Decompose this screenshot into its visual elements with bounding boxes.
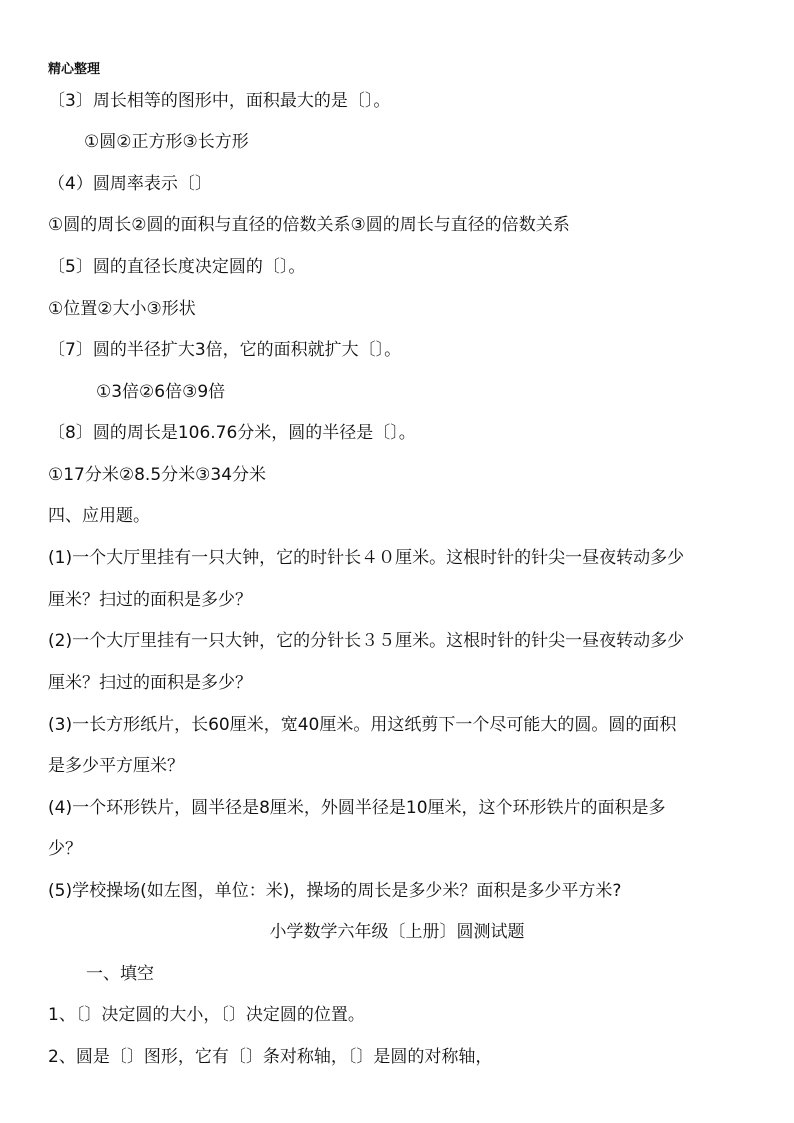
problem-4-line-2: 少？ <box>48 839 82 859</box>
fill-in-heading: 一、填空 <box>86 964 154 984</box>
problem-3-line-1: (3)一长方形纸片，长60厘米，宽40厘米。用这纸剪下一个尽可能大的圆。圆的面积 <box>48 715 677 735</box>
problem-1-line-2: 厘米？扫过的面积是多少？ <box>48 590 252 610</box>
problem-3-line-2: 是多少平方厘米？ <box>48 756 184 776</box>
question-3: 〔3〕周长相等的图形中，面积最大的是〔〕。 <box>48 91 391 111</box>
question-7-options: ①3倍②6倍③9倍 <box>96 382 226 402</box>
question-4: （4）圆周率表示〔〕 <box>48 174 212 194</box>
question-7: 〔7〕圆的半径扩大3倍，它的面积就扩大〔〕。 <box>48 340 402 360</box>
problem-4-line-1: (4)一个环形铁片，圆半径是8厘米，外圆半径是10厘米，这个环形铁片的面积是多 <box>48 798 666 818</box>
section-4-heading: 四、应用题。 <box>48 506 150 526</box>
problem-1-line-1: (1)一个大厅里挂有一只大钟，它的时针长４０厘米。这根时针的针尖一昼夜转动多少 <box>48 548 685 568</box>
question-8-options: ①17分米②8.5分米③34分米 <box>48 465 267 485</box>
problem-2-line-2: 厘米？扫过的面积是多少？ <box>48 673 252 693</box>
test-title: 小学数学六年级〔上册〕圆测试题 <box>269 922 525 942</box>
fill-in-1: 1、〔〕决定圆的大小，〔〕决定圆的位置。 <box>48 1005 365 1025</box>
question-3-options: ①圆②正方形③长方形 <box>84 132 249 152</box>
question-8: 〔8〕圆的周长是106.76分米，圆的半径是〔〕。 <box>48 423 416 443</box>
question-5-options: ①位置②大小③形状 <box>48 299 196 319</box>
page-header: 精心整理 <box>48 62 101 77</box>
problem-2-line-1: (2)一个大厅里挂有一只大钟，它的分针长３５厘米。这根时针的针尖一昼夜转动多少 <box>48 631 685 651</box>
question-4-options: ①圆的周长②圆的面积与直径的倍数关系③圆的周长与直径的倍数关系 <box>48 215 570 235</box>
problem-5: (5)学校操场(如左图，单位：米)，操场的周长是多少米？面积是多少平方米? <box>48 881 622 901</box>
question-5: 〔5〕圆的直径长度决定圆的〔〕。 <box>48 257 306 277</box>
fill-in-2: 2、圆是〔〕图形，它有〔〕条对称轴，〔〕是圆的对称轴， <box>48 1047 493 1067</box>
